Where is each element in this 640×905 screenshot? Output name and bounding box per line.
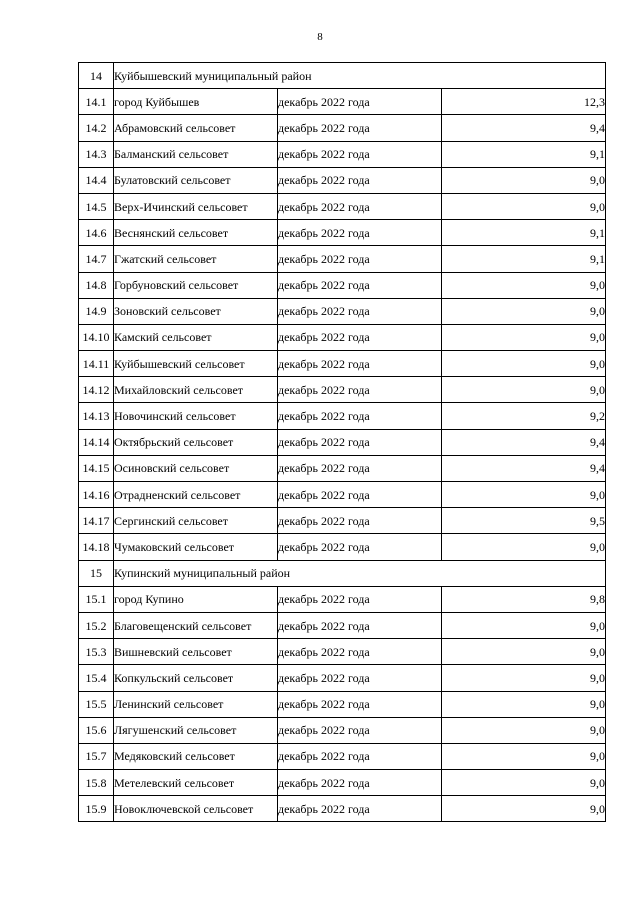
period-cell: декабрь 2022 года <box>278 586 442 612</box>
period-cell: декабрь 2022 года <box>278 324 442 350</box>
period-cell: декабрь 2022 года <box>278 377 442 403</box>
period-cell: декабрь 2022 года <box>278 612 442 638</box>
table-row <box>79 403 606 429</box>
row-number: 15.4 <box>79 665 114 691</box>
table-row <box>79 377 606 403</box>
value-cell: 9,8 <box>442 586 606 612</box>
period-cell: декабрь 2022 года <box>278 743 442 769</box>
period-cell: декабрь 2022 года <box>278 193 442 219</box>
period-cell: декабрь 2022 года <box>278 141 442 167</box>
settlement-name: Лягушенский сельсовет <box>114 717 278 743</box>
section-title: Куйбышевский муниципальный район <box>114 63 606 89</box>
settlement-name: город Куйбышев <box>114 89 278 115</box>
period-cell: декабрь 2022 года <box>278 508 442 534</box>
row-number: 14.17 <box>79 508 114 534</box>
value-cell: 9,0 <box>442 691 606 717</box>
settlement-name: Осиновский сельсовет <box>114 455 278 481</box>
period-cell: декабрь 2022 года <box>278 770 442 796</box>
table-row <box>79 482 606 508</box>
settlement-name: Октябрьский сельсовет <box>114 429 278 455</box>
table-row <box>79 586 606 612</box>
row-number: 14.8 <box>79 272 114 298</box>
settlement-name: Новочинский сельсовет <box>114 403 278 429</box>
settlement-name: Новоключевской сельсовет <box>114 796 278 822</box>
settlement-name: Благовещенский сельсовет <box>114 612 278 638</box>
table-row <box>79 612 606 638</box>
table-row <box>79 534 606 560</box>
period-cell: декабрь 2022 года <box>278 429 442 455</box>
value-cell: 9,0 <box>442 665 606 691</box>
settlement-name: Гжатский сельсовет <box>114 246 278 272</box>
row-number: 14.6 <box>79 220 114 246</box>
section-number: 15 <box>79 560 114 586</box>
value-cell: 9,0 <box>442 612 606 638</box>
period-cell: декабрь 2022 года <box>278 482 442 508</box>
table-row <box>79 743 606 769</box>
settlement-name: Верх-Ичинский сельсовет <box>114 193 278 219</box>
value-cell: 9,4 <box>442 429 606 455</box>
table-row <box>79 665 606 691</box>
settlement-name: Веснянский сельсовет <box>114 220 278 246</box>
period-cell: декабрь 2022 года <box>278 403 442 429</box>
value-cell: 9,0 <box>442 717 606 743</box>
period-cell: декабрь 2022 года <box>278 455 442 481</box>
row-number: 15.6 <box>79 717 114 743</box>
row-number: 14.5 <box>79 193 114 219</box>
period-cell: декабрь 2022 года <box>278 220 442 246</box>
value-cell: 12,3 <box>442 89 606 115</box>
value-cell: 9,0 <box>442 743 606 769</box>
row-number: 15.5 <box>79 691 114 717</box>
table-row <box>79 89 606 115</box>
settlement-name: Метелевский сельсовет <box>114 770 278 796</box>
value-cell: 9,2 <box>442 403 606 429</box>
value-cell: 9,5 <box>442 508 606 534</box>
value-cell: 9,0 <box>442 298 606 324</box>
value-cell: 9,0 <box>442 534 606 560</box>
row-number: 14.9 <box>79 298 114 324</box>
settlement-name: Камский сельсовет <box>114 324 278 350</box>
table-row <box>79 298 606 324</box>
row-number: 14.18 <box>79 534 114 560</box>
row-number: 14.2 <box>79 115 114 141</box>
value-cell: 9,0 <box>442 796 606 822</box>
period-cell: декабрь 2022 года <box>278 639 442 665</box>
settlement-name: Медяковский сельсовет <box>114 743 278 769</box>
section-number: 14 <box>79 63 114 89</box>
period-cell: декабрь 2022 года <box>278 691 442 717</box>
period-cell: декабрь 2022 года <box>278 717 442 743</box>
row-number: 14.16 <box>79 482 114 508</box>
value-cell: 9,0 <box>442 272 606 298</box>
section-header-row <box>79 560 606 586</box>
settlement-name: Ленинский сельсовет <box>114 691 278 717</box>
row-number: 14.12 <box>79 377 114 403</box>
settlements-table <box>78 62 606 822</box>
page-number: 8 <box>317 31 323 43</box>
value-cell: 9,4 <box>442 115 606 141</box>
value-cell: 9,0 <box>442 193 606 219</box>
table-row <box>79 717 606 743</box>
table-row <box>79 272 606 298</box>
table-row <box>79 796 606 822</box>
table-row <box>79 429 606 455</box>
row-number: 15.3 <box>79 639 114 665</box>
table-row <box>79 141 606 167</box>
settlement-name: Сергинский сельсовет <box>114 508 278 534</box>
period-cell: декабрь 2022 года <box>278 534 442 560</box>
table-row <box>79 220 606 246</box>
section-header-row <box>79 63 606 89</box>
settlement-name: Отрадненский сельсовет <box>114 482 278 508</box>
settlement-name: Горбуновский сельсовет <box>114 272 278 298</box>
settlement-name: Куйбышевский сельсовет <box>114 351 278 377</box>
period-cell: декабрь 2022 года <box>278 665 442 691</box>
table-row <box>79 324 606 350</box>
table-row <box>79 639 606 665</box>
table-row <box>79 770 606 796</box>
row-number: 14.13 <box>79 403 114 429</box>
table-row <box>79 115 606 141</box>
settlement-name: Копкульский сельсовет <box>114 665 278 691</box>
row-number: 15.7 <box>79 743 114 769</box>
row-number: 14.10 <box>79 324 114 350</box>
period-cell: декабрь 2022 года <box>278 351 442 377</box>
table-row <box>79 455 606 481</box>
value-cell: 9,0 <box>442 770 606 796</box>
row-number: 14.11 <box>79 351 114 377</box>
value-cell: 9,4 <box>442 455 606 481</box>
row-number: 15.2 <box>79 612 114 638</box>
value-cell: 9,1 <box>442 220 606 246</box>
value-cell: 9,0 <box>442 377 606 403</box>
table-row <box>79 167 606 193</box>
value-cell: 9,0 <box>442 351 606 377</box>
row-number: 15.8 <box>79 770 114 796</box>
settlement-name: Вишневский сельсовет <box>114 639 278 665</box>
row-number: 14.3 <box>79 141 114 167</box>
period-cell: декабрь 2022 года <box>278 272 442 298</box>
settlement-name: Михайловский сельсовет <box>114 377 278 403</box>
row-number: 14.1 <box>79 89 114 115</box>
row-number: 14.4 <box>79 167 114 193</box>
row-number: 15.1 <box>79 586 114 612</box>
table-body <box>79 63 606 822</box>
table-row <box>79 508 606 534</box>
period-cell: декабрь 2022 года <box>278 246 442 272</box>
settlement-name: Абрамовский сельсовет <box>114 115 278 141</box>
period-cell: декабрь 2022 года <box>278 298 442 324</box>
section-title: Купинский муниципальный район <box>114 560 606 586</box>
row-number: 15.9 <box>79 796 114 822</box>
value-cell: 9,0 <box>442 324 606 350</box>
settlement-name: Булатовский сельсовет <box>114 167 278 193</box>
settlement-name: Балманский сельсовет <box>114 141 278 167</box>
period-cell: декабрь 2022 года <box>278 89 442 115</box>
row-number: 14.7 <box>79 246 114 272</box>
period-cell: декабрь 2022 года <box>278 115 442 141</box>
period-cell: декабрь 2022 года <box>278 796 442 822</box>
settlement-name: Чумаковский сельсовет <box>114 534 278 560</box>
period-cell: декабрь 2022 года <box>278 167 442 193</box>
table-row <box>79 351 606 377</box>
settlement-name: город Купино <box>114 586 278 612</box>
table-row <box>79 193 606 219</box>
table-row <box>79 691 606 717</box>
row-number: 14.14 <box>79 429 114 455</box>
value-cell: 9,0 <box>442 167 606 193</box>
table-row <box>79 246 606 272</box>
value-cell: 9,0 <box>442 482 606 508</box>
settlement-name: Зоновский сельсовет <box>114 298 278 324</box>
value-cell: 9,1 <box>442 246 606 272</box>
value-cell: 9,1 <box>442 141 606 167</box>
row-number: 14.15 <box>79 455 114 481</box>
value-cell: 9,0 <box>442 639 606 665</box>
